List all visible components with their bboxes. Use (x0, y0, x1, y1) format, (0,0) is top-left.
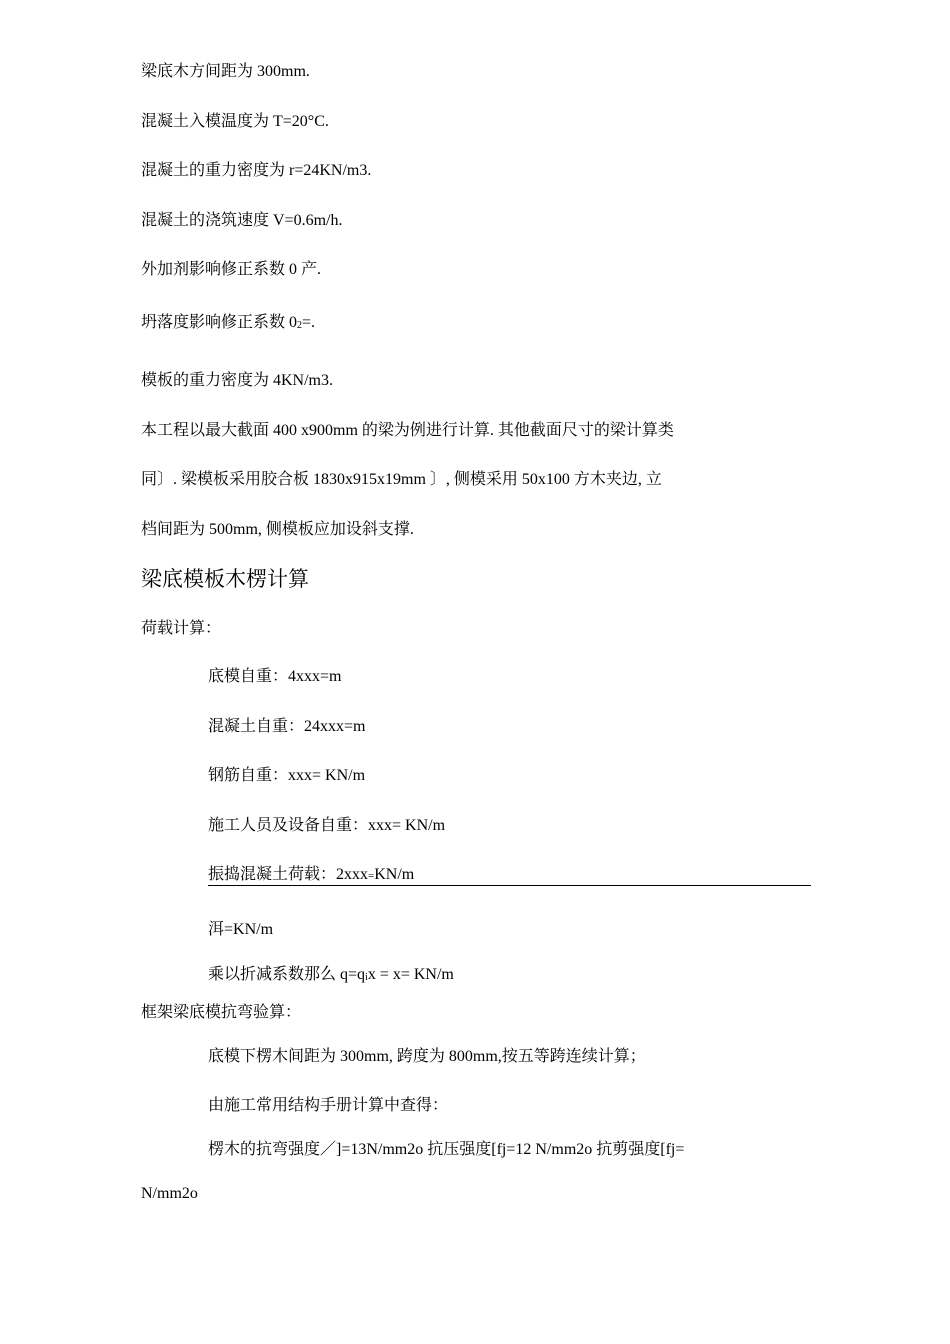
load-vibration (208, 864, 414, 887)
param-slump-sub: 2 (297, 320, 303, 331)
bend-span: 底模下楞木间距为 300mm, 跨度为 800mm,按五等跨连续计算； (208, 1048, 646, 1065)
load-reduced (208, 964, 454, 989)
load-vibration-text: 振捣混凝土荷载：2xxx (208, 866, 369, 883)
load-reduced-sub: i (365, 972, 368, 983)
load-vibration-eq: = (368, 870, 375, 882)
load-reduced-a: 乘以折减系数那么 q=q (208, 966, 366, 983)
load-sum: 洱=KN/m (208, 921, 274, 938)
param-slump-coef (141, 312, 315, 337)
load-title: 荷载计算： (141, 620, 222, 637)
sum-divider (208, 885, 811, 886)
bend-strength: 楞木的抗弯强度／]=13N/mm2o 抗压强度[fj=12 N/mm2o 抗剪强度[fj= (208, 1141, 685, 1158)
section-title: 梁底模板木楞计算 (141, 567, 309, 591)
load-concrete: 混凝土自重：24xxx=m (208, 718, 366, 735)
bend-title: 框架梁底模抗弯验算： (141, 1004, 302, 1021)
param-pour-speed: 混凝土的浇筑速度 V=0.6m/h. (141, 212, 343, 229)
param-temperature: 混凝土入模温度为 T=20°C. (141, 113, 329, 130)
intro-line-1: 本工程以最大截面 400 x900mm 的梁为例进行计算. 其他截面尺寸的梁计算类 (141, 422, 674, 439)
load-rebar: 钢筋自重：xxx= KN/m (208, 767, 366, 784)
param-concrete-density: 混凝土的重力密度为 r=24KN/m3. (141, 162, 372, 179)
param-slump-tail: =. (302, 314, 316, 331)
param-beam-spacing: 梁底木方间距为 300mm. (141, 63, 310, 80)
load-construction: 施工人员及设备自重：xxx= KN/m (208, 817, 446, 834)
load-vibration-unit: KN/m (374, 866, 415, 883)
load-formwork: 底模自重：4xxx=m (208, 668, 342, 685)
param-formwork-density: 模板的重力密度为 4KN/m3. (141, 372, 334, 389)
bend-source: 由施工常用结构手册计算中查得： (208, 1097, 449, 1114)
param-admixture-coef: 外加剂影响修正系数 0 产. (141, 261, 322, 278)
intro-line-3: 档间距为 500mm, 侧模板应加设斜支撑. (141, 521, 414, 538)
load-reduced-b: x = x= KN/m (367, 966, 454, 983)
intro-line-2: 同〕. 梁模板采用胶合板 1830x915x19mm 〕, 侧模采用 50x100 方木夹边, 立 (141, 471, 662, 488)
bend-strength-cont: N/mm2o (141, 1185, 198, 1202)
param-slump-text: 坍落度影响修正系数 0 (141, 314, 298, 331)
